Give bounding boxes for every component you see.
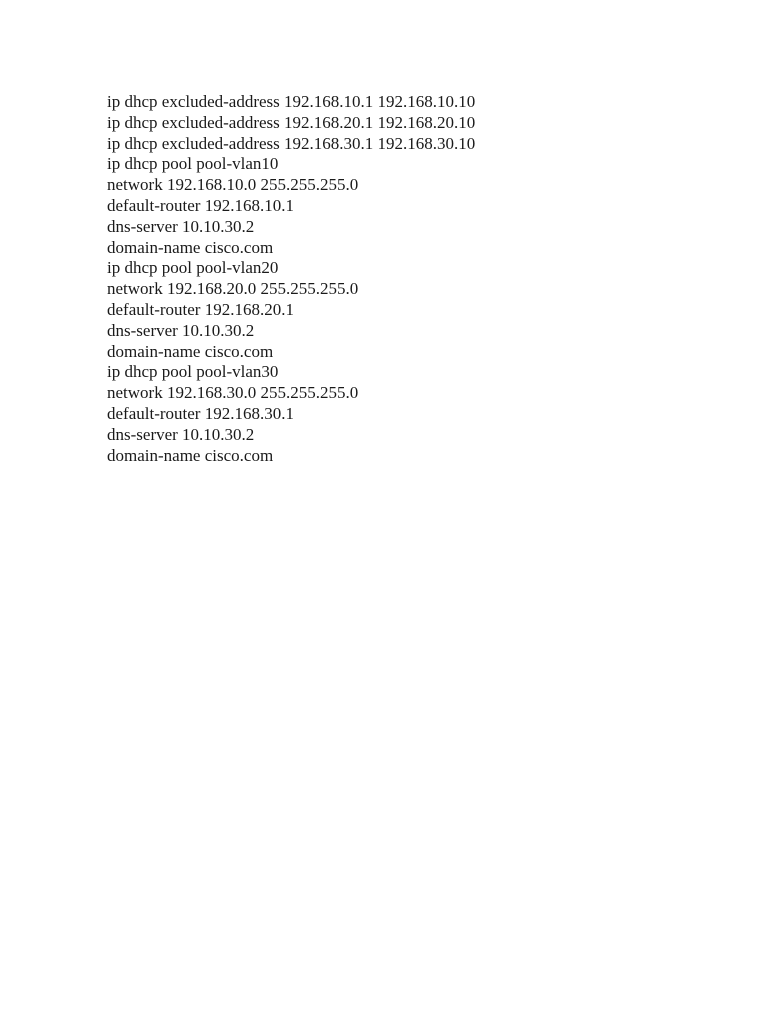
config-line: network 192.168.30.0 255.255.255.0 [107,383,359,403]
config-line: ip dhcp pool pool-vlan10 [107,154,279,174]
config-line: ip dhcp pool pool-vlan30 [107,362,279,382]
config-line: domain-name cisco.com [107,445,274,465]
config-line: dns-server 10.10.30.2 [107,424,255,444]
config-line: domain-name cisco.com [107,341,274,361]
config-line: ip dhcp excluded-address 192.168.10.1 192.168.10.10 [107,92,476,111]
dhcp-config-text [107,92,475,466]
config-line: ip dhcp pool pool-vlan20 [107,258,279,278]
config-line: default-router 192.168.30.1 [107,403,294,423]
config-line: default-router 192.168.10.1 [107,195,294,215]
config-line: ip dhcp excluded-address 192.168.30.1 192.168.30.10 [107,133,476,153]
config-line: ip dhcp excluded-address 192.168.20.1 192.168.20.10 [107,112,476,132]
config-line: default-router 192.168.20.1 [107,299,294,319]
config-line: network 192.168.20.0 255.255.255.0 [107,279,359,299]
config-line: dns-server 10.10.30.2 [107,216,255,236]
config-line: dns-server 10.10.30.2 [107,320,255,340]
config-line: domain-name cisco.com [107,237,274,257]
config-line: network 192.168.10.0 255.255.255.0 [107,175,359,195]
